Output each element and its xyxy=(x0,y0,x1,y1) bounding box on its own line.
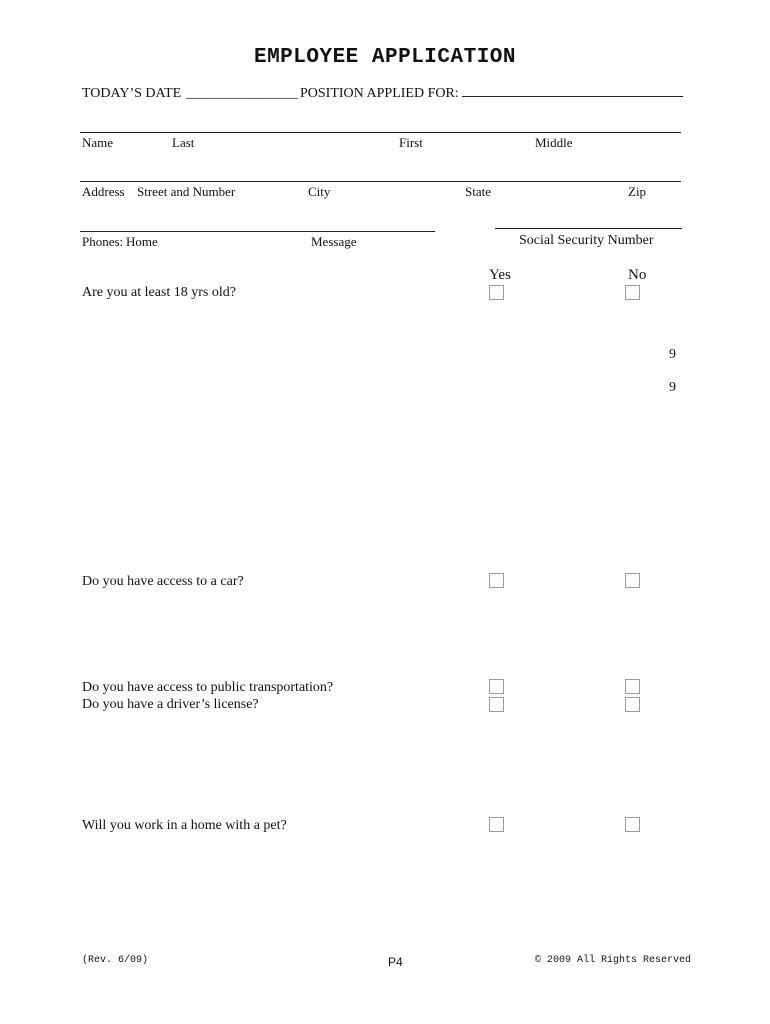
car-no-checkbox[interactable] xyxy=(625,573,640,588)
pet-no-checkbox[interactable] xyxy=(625,817,640,832)
phones-line[interactable] xyxy=(80,231,435,232)
question-age: Are you at least 18 yrs old? xyxy=(82,285,236,300)
question-pet: Will you work in a home with a pet? xyxy=(82,818,287,833)
transport-yes-checkbox[interactable] xyxy=(489,679,504,694)
position-applied-label: POSITION APPLIED FOR: xyxy=(300,86,459,101)
message-phone-label: Message xyxy=(311,234,357,249)
address-label: Address xyxy=(82,184,125,199)
zip-label: Zip xyxy=(628,184,647,199)
middle-name-label: Middle xyxy=(535,135,573,150)
yes-column-header: Yes xyxy=(489,267,511,283)
street-label: Street and Number xyxy=(137,184,236,199)
margin-mark: 9 xyxy=(669,380,676,395)
license-yes-checkbox[interactable] xyxy=(489,697,504,712)
pet-yes-checkbox[interactable] xyxy=(489,817,504,832)
car-yes-checkbox[interactable] xyxy=(489,573,504,588)
phones-label: Phones: xyxy=(82,234,124,249)
question-drivers-license: Do you have a driver’s license? xyxy=(82,697,259,712)
revision-note: (Rev. 6/09) xyxy=(82,955,149,966)
page-title: EMPLOYEE APPLICATION xyxy=(253,46,517,69)
page-number: P4 xyxy=(388,955,403,969)
first-name-label: First xyxy=(399,135,423,150)
address-line[interactable] xyxy=(80,181,681,182)
copyright-notice: © 2009 All Rights Reserved xyxy=(535,955,692,966)
age-no-checkbox[interactable] xyxy=(625,285,640,300)
todays-date-label: TODAY’S DATE xyxy=(82,86,182,101)
question-car: Do you have access to a car? xyxy=(82,574,244,589)
city-label: City xyxy=(308,184,331,199)
name-label: Name xyxy=(82,135,114,150)
question-public-transport: Do you have access to public transportation? xyxy=(82,680,334,695)
ssn-line[interactable] xyxy=(495,228,682,229)
license-no-checkbox[interactable] xyxy=(625,697,640,712)
last-name-label: Last xyxy=(172,135,195,150)
state-label: State xyxy=(465,184,491,199)
no-column-header: No xyxy=(628,267,647,283)
home-phone-label: Home xyxy=(126,234,158,249)
ssn-label: Social Security Number xyxy=(519,233,654,248)
margin-mark: 9 xyxy=(669,347,676,362)
todays-date-field[interactable]: ________________ xyxy=(186,86,298,101)
age-yes-checkbox[interactable] xyxy=(489,285,504,300)
transport-no-checkbox[interactable] xyxy=(625,679,640,694)
name-line[interactable] xyxy=(80,132,681,133)
position-applied-field[interactable] xyxy=(462,96,683,97)
